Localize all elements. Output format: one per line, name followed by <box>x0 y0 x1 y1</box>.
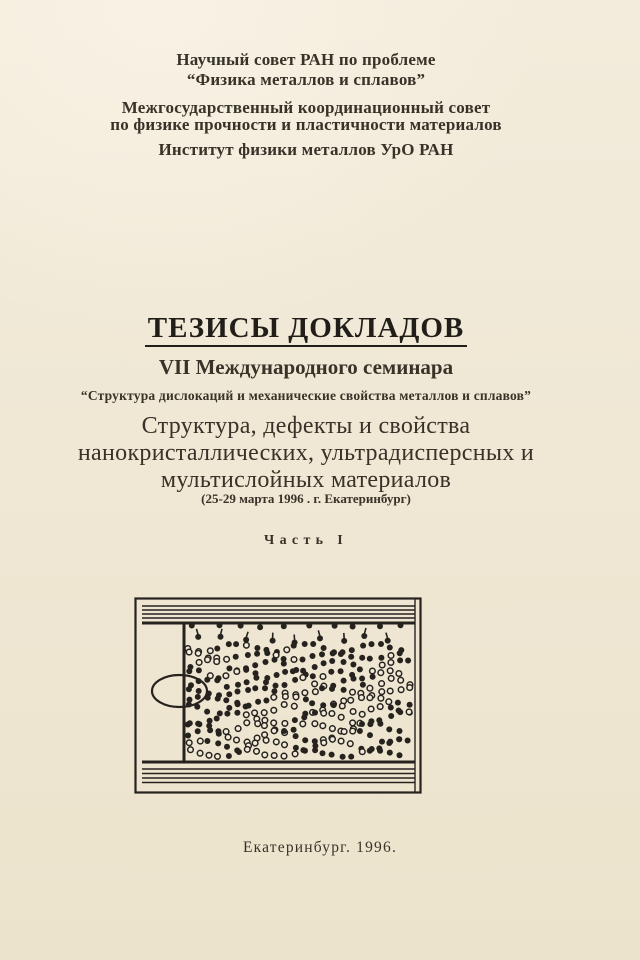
subtitle-line-2: нанокристаллических, ультрадисперсных и <box>77 440 535 466</box>
part-label: Часть I <box>264 533 348 548</box>
event-info-line: (25-29 марта 1996 . г. Екатеринбург) <box>201 491 411 506</box>
main-title <box>0 312 612 345</box>
seminar-theme-line: “Структура дислокаций и механические свойства металлов и сплавов” <box>80 388 532 403</box>
org-line-2: “Физика металлов и сплавов” <box>186 70 426 89</box>
bottom-layer-lines <box>142 762 415 783</box>
top-layer-lines <box>142 606 415 623</box>
atom-dots <box>185 622 413 760</box>
imprint-line: Екатеринбург. 1996. <box>242 839 398 856</box>
subtitle-line-1: Структура, дефекты и свойства <box>141 413 471 439</box>
subtitle-line-3: мультислойных материалов <box>160 467 452 493</box>
org-line-5: Институт физики металлов УрО РАН <box>158 140 454 159</box>
seminar-line: VII Международного семинара <box>158 355 454 379</box>
nanostructure-figure <box>134 597 422 794</box>
nanostructure-figure-svg <box>134 597 422 794</box>
main-title-text: ТЕЗИСЫ ДОКЛАДОВ <box>145 312 468 347</box>
org-line-3: Межгосударственный координационный совет <box>121 98 491 117</box>
org-line-1: Научный совет РАН по проблеме <box>176 50 436 69</box>
org-line-4: по физике прочности и пластичности материалов <box>110 115 502 134</box>
